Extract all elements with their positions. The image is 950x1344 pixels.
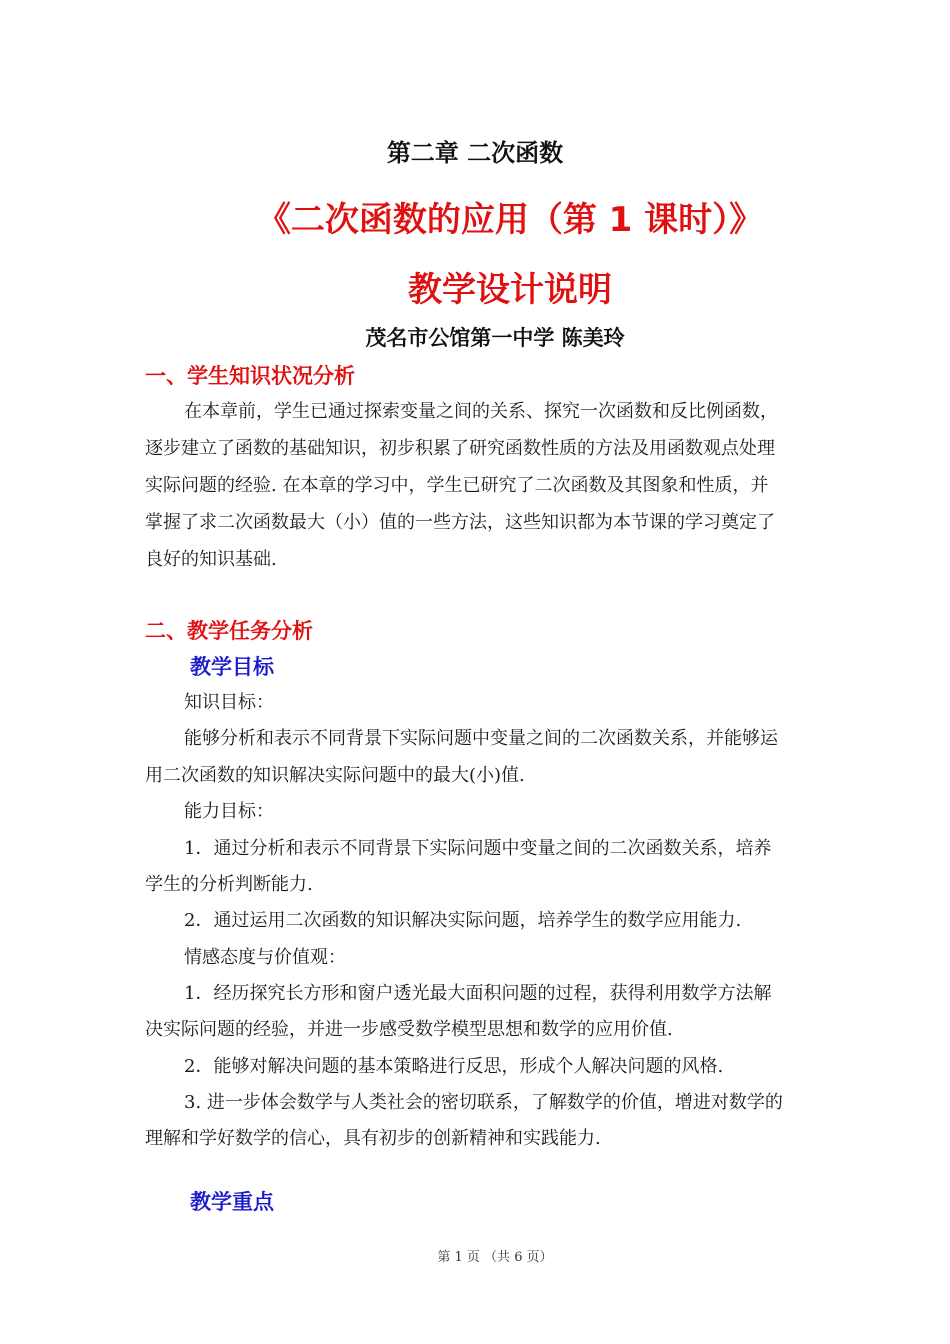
paragraph-line: 1．通过分析和表示不同背景下实际问题中变量之间的二次函数关系，培养 (184, 838, 772, 859)
paragraph-line: 在本章前，学生已通过探索变量之间的关系、探究一次函数和反比例函数， (184, 401, 778, 422)
subheading-teaching-goals: 教学目标 (190, 655, 274, 679)
label-knowledge-goals: 知识目标： (184, 692, 274, 713)
paragraph-line: 实际问题的经验. 在本章的学习中，学生已研究了二次函数及其图象和性质，并 (145, 475, 769, 496)
paragraph-line: 学生的分析判断能力. (145, 874, 313, 895)
paragraph-line: 能够分析和表示不同背景下实际问题中变量之间的二次函数关系，并能够运 (184, 728, 778, 749)
paragraph-line: 理解和学好数学的信心，具有初步的创新精神和实践能力. (145, 1128, 601, 1149)
author-line: 茂名市公馆第一中学 陈美玲 (365, 326, 625, 350)
paragraph-line: 良好的知识基础. (145, 549, 277, 570)
paragraph-line: 决实际问题的经验，并进一步感受数学模型思想和数学的应用价值. (145, 1019, 673, 1040)
paragraph-line: 3. 进一步体会数学与人类社会的密切联系，了解数学的价值，增进对数学的 (184, 1092, 783, 1113)
section-heading-1: 一、学生知识状况分析 (145, 364, 355, 388)
main-title: 《二次函数的应用（第 1 课时）》 (256, 200, 764, 240)
paragraph-line: 逐步建立了函数的基础知识，初步积累了研究函数性质的方法及用函数观点处理 (145, 438, 775, 459)
sub-title: 教学设计说明 (408, 270, 612, 310)
paragraph-line: 1．经历探究长方形和窗户透光最大面积问题的过程，获得利用数学方法解 (184, 983, 772, 1004)
page-footer: 第 1 页 （共 6 页） (437, 1250, 553, 1265)
paragraph-line: 2．能够对解决问题的基本策略进行反思，形成个人解决问题的风格. (184, 1056, 724, 1077)
chapter-heading: 第二章 二次函数 (386, 139, 564, 167)
label-ability-goals: 能力目标： (184, 801, 274, 822)
label-emotion-values: 情感态度与价值观： (184, 947, 346, 968)
section-heading-2: 二、教学任务分析 (145, 619, 313, 643)
paragraph-line: 掌握了求二次函数最大（小）值的一些方法，这些知识都为本节课的学习奠定了 (145, 512, 775, 533)
subheading-key-points: 教学重点 (190, 1190, 274, 1214)
paragraph-line: 用二次函数的知识解决实际问题中的最大(小)值. (145, 765, 525, 786)
paragraph-line: 2．通过运用二次函数的知识解决实际问题，培养学生的数学应用能力. (184, 910, 742, 931)
